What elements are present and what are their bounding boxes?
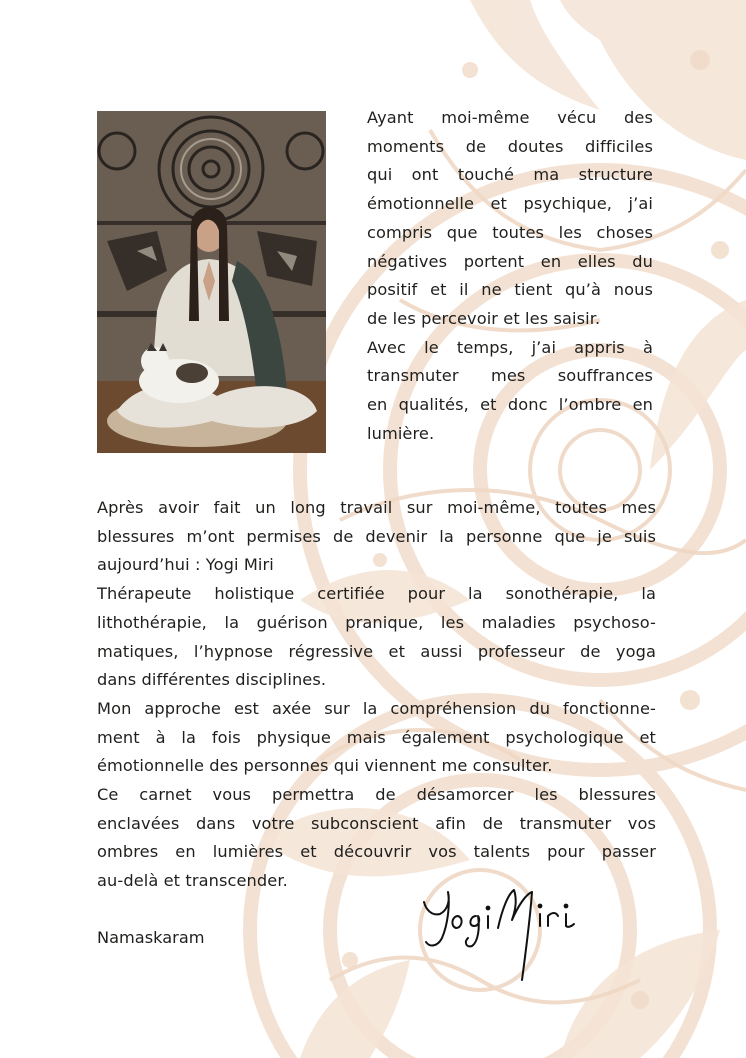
text-line: émotionnelle et psychique, j’ai bbox=[367, 194, 653, 214]
closing-greeting: Namaskaram bbox=[97, 928, 205, 947]
text-line: Thérapeute holistique certifiée pour la sonothérapie, la bbox=[97, 584, 656, 604]
body-paragraph bbox=[97, 494, 656, 896]
text-line: dans différentes disciplines. bbox=[97, 670, 327, 690]
signature bbox=[418, 880, 588, 988]
text-line: positif et il ne tient qu’à nous bbox=[367, 280, 653, 300]
text-line: au-delà et transcender. bbox=[97, 871, 288, 891]
text-line: Ce carnet vous permettra de désamorcer les blessures bbox=[97, 785, 656, 805]
text-line: moments de doutes difficiles bbox=[367, 136, 653, 156]
text-line: ment à la fois physique mais également psychologique et bbox=[97, 727, 656, 747]
text-line: matiques, l’hypnose régressive et aussi professeur de yoga bbox=[97, 641, 656, 661]
text-line: émotionnelle des personnes qui viennent me consulter. bbox=[97, 756, 553, 776]
text-line: lumière. bbox=[367, 423, 435, 443]
text-line: Ayant moi-même vécu des bbox=[367, 108, 653, 127]
text-line: compris que toutes les choses bbox=[367, 222, 653, 242]
text-line: en qualités, et donc l’ombre en bbox=[367, 395, 653, 415]
yoga-photo bbox=[97, 111, 326, 453]
text-line: Après avoir fait un long travail sur moi-même, toutes mes bbox=[97, 498, 656, 517]
intro-paragraph bbox=[367, 104, 653, 448]
text-line: qui ont touché ma structure bbox=[367, 165, 653, 185]
text-line: aujourd’hui : Yogi Miri bbox=[97, 555, 274, 575]
text-line: Mon approche est axée sur la compréhension du fonctionne- bbox=[97, 698, 656, 718]
text-line: blessures m’ont permises de devenir la personne que je suis bbox=[97, 526, 656, 546]
text-line: Avec le temps, j’ai appris à bbox=[367, 337, 653, 357]
text-line: enclavées dans votre subconscient afin de transmuter vos bbox=[97, 813, 656, 833]
text-line: ombres en lumières et découvrir vos talents pour passer bbox=[97, 842, 656, 862]
text-line: négatives portent en elles du bbox=[367, 251, 653, 271]
text-line: transmuter mes souffrances bbox=[367, 366, 653, 386]
text-line: de les percevoir et les saisir. bbox=[367, 308, 601, 328]
text-line: lithothérapie, la guérison pranique, les maladies psychoso- bbox=[97, 612, 656, 632]
